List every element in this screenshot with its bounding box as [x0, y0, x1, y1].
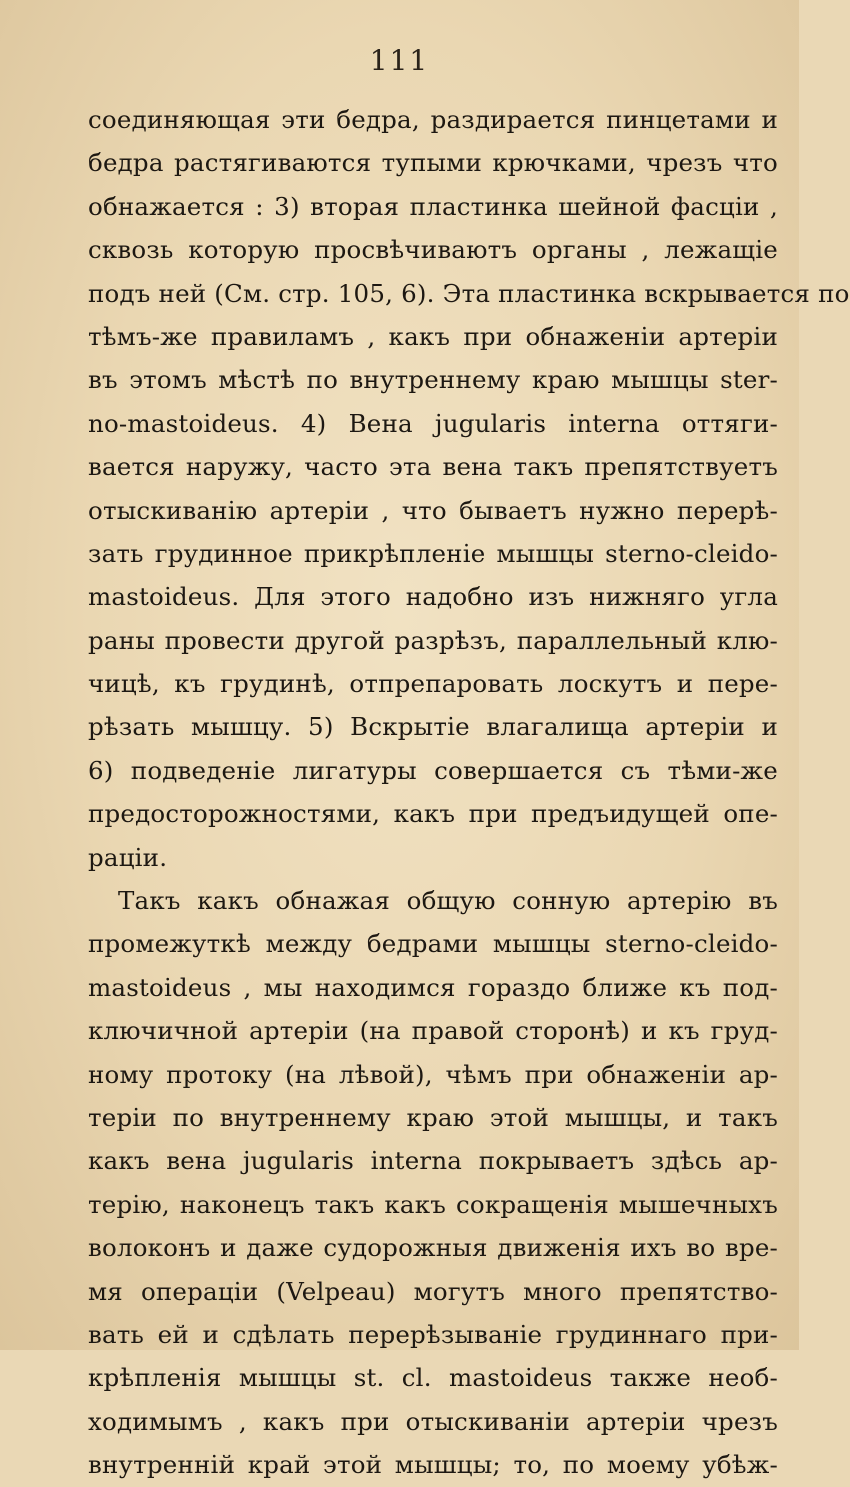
- text-line: бедра растягиваются тупыми крючками, чрезъ что: [88, 148, 778, 178]
- text-line: ключичной артеріи (на правой сторонѣ) и къ груд-: [88, 1016, 778, 1046]
- body-text: [88, 98, 850, 1487]
- text-line: подъ ней (См. стр. 105, 6). Эта пластинка вскрывается по: [88, 278, 850, 308]
- text-line: волоконъ и даже судорожныя движенія ихъ во вре-: [88, 1233, 778, 1263]
- text-line: въ этомъ мѣстѣ по внутреннему краю мышцы ster-: [88, 365, 778, 395]
- text-line: внутренній край этой мышцы; то, по моему убѣж-: [88, 1450, 778, 1480]
- text-line: вать ей и сдѣлать перерѣзываніе грудиннаго при-: [88, 1319, 778, 1349]
- text-line: чицѣ, къ грудинѣ, отпрепаровать лоскутъ и пере-: [88, 669, 778, 699]
- text-line: вается наружу, часто эта вена такъ препятствуетъ: [88, 452, 778, 482]
- text-line: зать грудинное прикрѣпленіе мышцы sterno-cleido-: [88, 538, 778, 568]
- text-line: тѣмъ-же правиламъ , какъ при обнаженіи артеріи: [88, 321, 778, 351]
- text-line: обнажается : 3) вторая пластинка шейной фасціи ,: [88, 191, 778, 221]
- text-line: сквозь которую просвѣчиваютъ органы , лежащіе: [88, 235, 778, 265]
- text-line: раны провести другой разрѣзъ, параллельный клю-: [88, 625, 778, 655]
- text-line: какъ вена jugularis interna покрываетъ здѣсь ар-: [88, 1146, 778, 1176]
- text-line: раціи.: [88, 842, 168, 872]
- text-line: теріи по внутреннему краю этой мышцы, и такъ: [88, 1102, 778, 1132]
- text-line: mastoideus , мы находимся гораздо ближе къ под-: [88, 972, 778, 1002]
- text-line: рѣзать мышцу. 5) Вскрытіе влагалища артеріи и: [88, 712, 778, 742]
- text-line: отыскиванію артеріи , что бываетъ нужно перерѣ-: [88, 495, 778, 525]
- text-line: 6) подведеніе лигатуры совершается съ тѣми-же: [88, 755, 778, 785]
- text-line: соединяющая эти бедра, раздирается пинцетами и: [88, 105, 778, 134]
- text-line: mastoideus. Для этого надобно изъ нижняго угла: [88, 582, 778, 612]
- text-line: терію, наконецъ такъ какъ сокращенія мышечныхъ: [88, 1189, 778, 1219]
- text-line: мя операціи (Velpeau) могутъ много препятство-: [88, 1276, 778, 1306]
- text-line: крѣпленія мышцы st. cl. mastoideus также необ-: [88, 1363, 778, 1393]
- text-line: no-mastoideus. 4) Вена jugularis interna оттяги-: [88, 408, 778, 438]
- text-line: предосторожностями, какъ при предъидущей опе-: [88, 799, 778, 829]
- page-number: 111: [369, 44, 430, 77]
- paragraph-start-line: Такъ какъ обнажая общую сонную артерію въ: [118, 886, 778, 916]
- text-line: промежуткѣ между бедрами мышцы sterno-cleido-: [88, 929, 778, 959]
- text-line: ному протоку (на лѣвой), чѣмъ при обнаженіи ар-: [88, 1059, 778, 1089]
- text-line: ходимымъ , какъ при отыскиваніи артеріи чрезъ: [88, 1406, 778, 1436]
